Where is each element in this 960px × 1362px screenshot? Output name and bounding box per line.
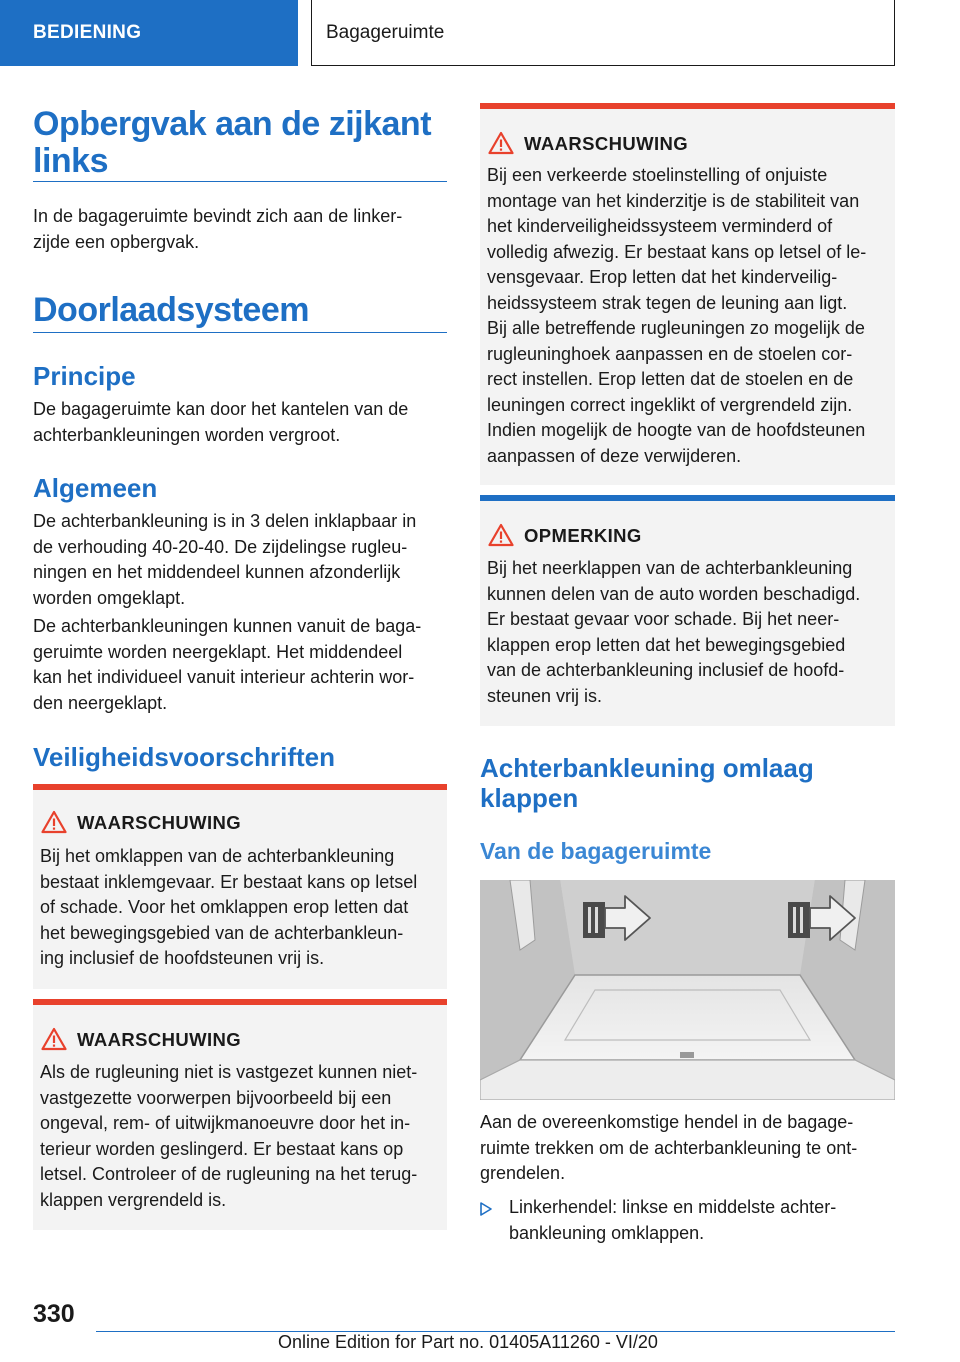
text-line: Linkerhendel: linkse en middelste achter- xyxy=(509,1197,837,1217)
warning-box xyxy=(33,999,447,1230)
chapter-label: BEDIENING xyxy=(33,22,142,43)
warning-title: WAARSCHUWING xyxy=(77,1029,242,1050)
text-line: ongeval, rem- of uitwijkmanoeuvre door het in- xyxy=(40,1113,411,1133)
bullet-text xyxy=(509,1195,836,1246)
warning-bar xyxy=(33,784,447,790)
warning-text xyxy=(40,1060,441,1213)
trunk-illustration xyxy=(480,880,895,1100)
warning-text xyxy=(40,844,441,972)
warning-box xyxy=(480,103,895,485)
bullet-triangle-icon xyxy=(480,1202,492,1216)
text-line: achterbankleuningen worden vergroot. xyxy=(33,424,341,445)
text-line: In de bagageruimte bevindt zich aan de linker- xyxy=(33,206,403,226)
paragraph-opbergvak xyxy=(33,204,447,255)
text-line: terieur worden geslingerd. Er bestaat kans op xyxy=(40,1138,404,1159)
heading-principe xyxy=(33,361,447,391)
text-line: kunnen delen van de auto worden beschadigd. xyxy=(487,583,861,604)
text-line: vensgevaar. Erop letten dat het kinderveilig- xyxy=(487,267,838,287)
note-text xyxy=(487,556,889,709)
heading-van-de-bagageruimte xyxy=(480,838,895,864)
text-line: Er bestaat gevaar voor schade. Bij het neer- xyxy=(487,609,840,629)
heading-algemeen-text: Algemeen xyxy=(33,473,158,503)
text-line: ningen en het middendeel kunnen afzonderlijk xyxy=(33,562,401,582)
heading-veiligheidsvoorschriften xyxy=(33,742,447,772)
note-title: OPMERKING xyxy=(524,525,642,546)
text-line: of schade. Voor het omklappen erop letten dat xyxy=(40,897,409,917)
text-line: aanpassen of deze verwijderen. xyxy=(487,445,742,466)
warning-bar xyxy=(480,103,895,109)
text-line: vastgezette voorwerpen bijvoorbeeld bij een xyxy=(40,1087,392,1108)
heading-achterbankleuning-omlaag xyxy=(480,753,895,813)
text-line: den neergeklapt. xyxy=(33,692,168,713)
warning-title: WAARSCHUWING xyxy=(77,812,242,833)
caution-triangle-icon xyxy=(488,523,514,547)
text-line: kan het individueel vanuit interieur achterin wor- xyxy=(33,667,415,687)
text-line: ruimte trekken om de achterbankleuning te ont- xyxy=(480,1137,858,1158)
section-label: Bagageruimte xyxy=(326,21,445,43)
warning-title: WAARSCHUWING xyxy=(524,133,689,154)
text-line: bestaat inklemgevaar. Er bestaat kans op letsel xyxy=(40,871,418,892)
warning-text xyxy=(487,163,889,469)
warning-bar xyxy=(33,999,447,1005)
text-line: grendelen. xyxy=(480,1163,566,1183)
heading-rule xyxy=(33,181,447,182)
text-line: leuningen correct ingeklikt of vergrendeld zijn. xyxy=(487,394,853,415)
heading-principe-text: Principe xyxy=(33,361,136,391)
text-line: letsel. Controleer of de rugleuning na het terug- xyxy=(40,1164,418,1184)
chapter-tab xyxy=(0,0,298,66)
text-line: Bij het omklappen van de achterbankleuning xyxy=(40,846,395,866)
text-line: Aan de overeenkomstige hendel in de bagage- xyxy=(480,1112,854,1132)
paragraph-algemeen-1 xyxy=(33,509,447,611)
text-line: geruimte worden neergeklapt. Het middendeel xyxy=(33,641,403,662)
text-line: heidssysteem strak tegen de leuning aan ligt. xyxy=(487,292,848,313)
text-line: Indien mogelijk de hoogte van de hoofdsteunen xyxy=(487,420,866,440)
paragraph-algemeen-2 xyxy=(33,614,447,716)
section-header xyxy=(311,0,895,66)
paragraph-principe xyxy=(33,397,447,448)
trunk-image xyxy=(480,880,895,1100)
text-line: steunen vrij is. xyxy=(487,685,603,706)
footer-edition: Online Edition for Part no. 01405A11260 - VI/20 xyxy=(278,1332,658,1352)
text-line: De achterbankleuning is in 3 delen inklapbaar in xyxy=(33,511,417,531)
text-line: Bij een verkeerde stoelinstelling of onjuiste xyxy=(487,165,828,185)
text-line: het bewegingsgebied van de achterbankleun- xyxy=(40,922,404,943)
text-line: Bij alle betreffende rugleuningen zo mogelijk de xyxy=(487,318,865,338)
text-line: Bij het neerklappen van de achterbankleuning xyxy=(487,558,853,578)
text-line: rugleuninghoek aanpassen en de stoelen cor- xyxy=(487,343,853,364)
paragraph-hendel xyxy=(480,1110,895,1187)
text-line: klappen vergrendeld is. xyxy=(40,1189,227,1210)
warning-triangle-icon xyxy=(488,131,514,155)
text-line: ing inclusief de hoofdsteunen vrij is. xyxy=(40,948,325,968)
right-lever xyxy=(788,902,810,938)
heading-vande-text: Van de bagageruimte xyxy=(480,838,712,864)
heading-opbergvak-text: Opbergvak aan de zijkant links xyxy=(33,105,432,180)
text-line: rect instellen. Erop letten dat de stoelen en de xyxy=(487,369,854,389)
text-line: worden omgeklapt. xyxy=(33,587,186,608)
text-line: van de achterbankleuning inclusief de hoofd- xyxy=(487,660,845,680)
warning-triangle-icon xyxy=(41,1027,67,1051)
warning-box xyxy=(33,784,447,989)
heading-rule xyxy=(33,332,447,333)
heading-algemeen xyxy=(33,473,447,503)
note-box xyxy=(480,495,895,726)
heading-omlaag-text: Achterbankleuning omlaag klappen xyxy=(480,753,814,813)
text-line: zijde een opbergvak. xyxy=(33,231,200,252)
text-line: het kinderveiligheidssysteem verminderd of xyxy=(487,216,833,236)
warning-triangle-icon xyxy=(41,810,67,834)
text-line: De bagageruimte kan door het kantelen van de xyxy=(33,399,409,419)
text-line: Als de rugleuning niet is vastgezet kunnen niet- xyxy=(40,1062,418,1082)
text-line: bankleuning omklappen. xyxy=(509,1222,705,1243)
left-lever xyxy=(583,902,605,938)
text-line: De achterbankleuningen kunnen vanuit de baga- xyxy=(33,616,422,636)
text-line: klappen erop letten dat het bewegingsgebied xyxy=(487,634,846,655)
text-line: volledig afwezig. Er bestaat kans op letsel of le- xyxy=(487,241,867,262)
text-line: montage van het kinderzitje is de stabiliteit van xyxy=(487,190,860,211)
note-bar xyxy=(480,495,895,501)
heading-opbergvak xyxy=(33,106,447,180)
heading-veiligheid-text: Veiligheidsvoorschriften xyxy=(33,742,335,772)
heading-doorlaadsysteem xyxy=(33,292,447,329)
text-line: de verhouding 40-20-40. De zijdelingse rugleu- xyxy=(33,536,408,557)
page-number: 330 xyxy=(33,1300,75,1328)
heading-doorlaadsysteem-text: Doorlaadsysteem xyxy=(33,291,309,329)
